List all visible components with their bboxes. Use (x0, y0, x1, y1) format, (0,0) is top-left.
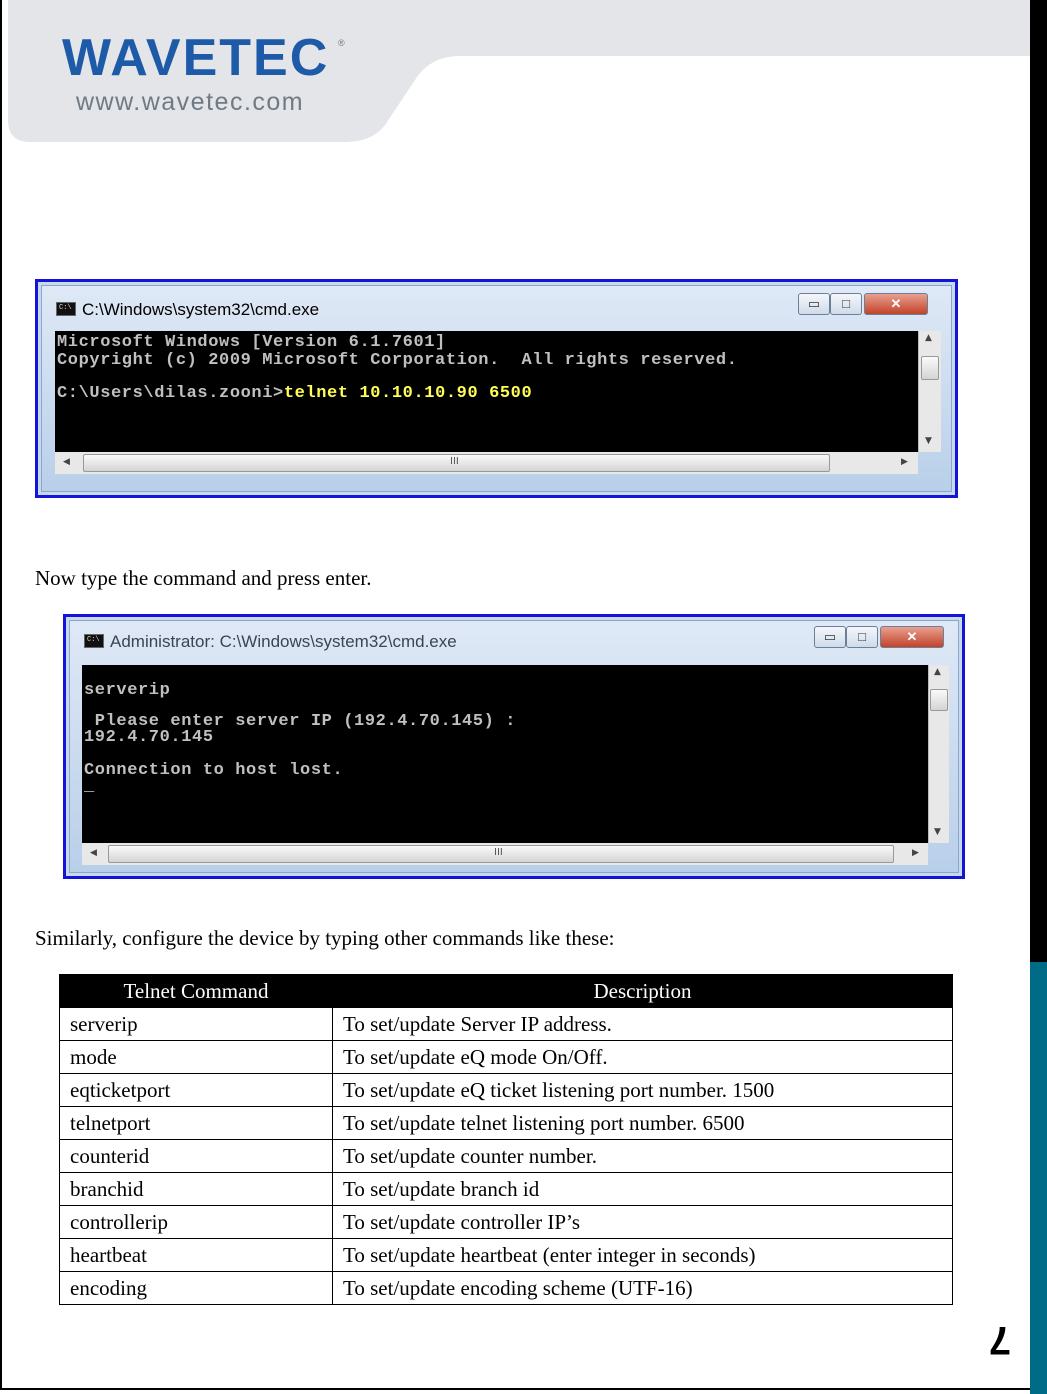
description-cell: To set/update telnet listening port number. 6500 (333, 1107, 953, 1140)
telnet-commands-table (59, 974, 953, 1305)
table-row (60, 1173, 953, 1206)
page-number: 7 (988, 1318, 1012, 1362)
maximize-button[interactable]: □ (846, 626, 878, 648)
console-line: Copyright (c) 2009 Microsoft Corporation. All rights reserved. (57, 351, 738, 370)
table-row (60, 1107, 953, 1140)
scroll-left-arrow-icon[interactable]: ◀ (90, 848, 97, 858)
scroll-down-arrow-icon[interactable]: ▼ (934, 827, 941, 837)
table-row (60, 1272, 953, 1305)
close-button[interactable]: ✕ (880, 626, 944, 648)
horizontal-scrollbar[interactable] (55, 452, 918, 474)
cmd-window-frame (69, 620, 959, 873)
scroll-right-arrow-icon[interactable]: ▶ (901, 457, 908, 467)
registered-mark: ® (338, 38, 345, 48)
column-header-description: Description (333, 975, 953, 1008)
page-border-bottom (0, 1388, 1030, 1390)
instruction-text-1: Now type the command and press enter. (35, 566, 372, 590)
page-border-left (0, 0, 2, 1390)
instruction-text-2: Similarly, configure the device by typing other commands like these: (35, 926, 615, 950)
table-row (60, 1239, 953, 1272)
cmd-window-1 (35, 279, 958, 498)
minimize-button[interactable]: ▭ (798, 293, 830, 315)
table-row (60, 1008, 953, 1041)
description-cell: To set/update heartbeat (enter integer in seconds) (333, 1239, 953, 1272)
table-row (60, 1206, 953, 1239)
table-header-row (60, 975, 953, 1008)
scroll-thumb[interactable] (921, 356, 939, 380)
command-cell: serverip (60, 1008, 333, 1041)
scroll-down-arrow-icon[interactable]: ▼ (925, 436, 932, 446)
close-button[interactable]: ✕ (864, 293, 928, 315)
scroll-left-arrow-icon[interactable]: ◀ (63, 457, 70, 467)
command-cell: heartbeat (60, 1239, 333, 1272)
command-cell: telnetport (60, 1107, 333, 1140)
console-prompt-line (57, 384, 532, 403)
description-cell: To set/update eQ mode On/Off. (333, 1041, 953, 1074)
vertical-scrollbar[interactable] (918, 331, 941, 452)
minimize-button[interactable]: ▭ (814, 626, 846, 648)
scroll-thumb[interactable] (930, 689, 948, 711)
window-title: Administrator: C:\Windows\system32\cmd.exe (110, 632, 457, 651)
command-cell: controllerip (60, 1206, 333, 1239)
description-cell: To set/update branch id (333, 1173, 953, 1206)
column-header-command: Telnet Command (60, 975, 333, 1008)
maximize-button[interactable]: □ (830, 293, 862, 315)
description-cell: To set/update encoding scheme (UTF-16) (333, 1272, 953, 1305)
description-cell: To set/update Server IP address. (333, 1008, 953, 1041)
cmd-window-2 (63, 614, 965, 879)
console-cursor: _ (84, 777, 95, 796)
scroll-right-arrow-icon[interactable]: ▶ (912, 848, 919, 858)
cmd-window-frame (41, 285, 952, 492)
description-cell: To set/update counter number. (333, 1140, 953, 1173)
cmd-icon: C:\ (56, 302, 76, 316)
typed-command: telnet 10.10.10.90 6500 (283, 384, 533, 403)
window-title: C:\Windows\system32\cmd.exe (82, 300, 320, 319)
scroll-up-arrow-icon[interactable]: ▲ (934, 667, 941, 677)
horizontal-scrollbar[interactable] (82, 843, 928, 865)
console-line: serverip (84, 681, 171, 700)
console-line: Connection to host lost. (84, 761, 344, 780)
scroll-grip: III (450, 456, 459, 467)
brand-website: www.wavetec.com (76, 88, 305, 116)
scroll-grip: III (494, 847, 503, 858)
side-bar-accent (1030, 962, 1047, 1394)
scroll-up-arrow-icon[interactable]: ▲ (925, 333, 932, 343)
command-cell: counterid (60, 1140, 333, 1173)
console-prompt: C:\Users\dilas.zooni> (57, 384, 284, 403)
console-line: 192.4.70.145 (84, 728, 214, 747)
description-cell: To set/update eQ ticket listening port number. 1500 (333, 1074, 953, 1107)
cmd-icon: C:\ (84, 634, 104, 648)
console-line: Microsoft Windows [Version 6.1.7601] (57, 333, 446, 352)
console-line: Please enter server IP (192.4.70.145) : (84, 712, 517, 731)
console-output (55, 331, 918, 452)
brand-logo: WAVETEC (62, 29, 330, 87)
command-cell: encoding (60, 1272, 333, 1305)
table-row (60, 1140, 953, 1173)
table-row (60, 1074, 953, 1107)
command-cell: branchid (60, 1173, 333, 1206)
vertical-scrollbar[interactable] (928, 665, 949, 843)
description-cell: To set/update controller IP’s (333, 1206, 953, 1239)
command-cell: eqticketport (60, 1074, 333, 1107)
console-output (82, 665, 928, 843)
table-row (60, 1041, 953, 1074)
command-cell: mode (60, 1041, 333, 1074)
